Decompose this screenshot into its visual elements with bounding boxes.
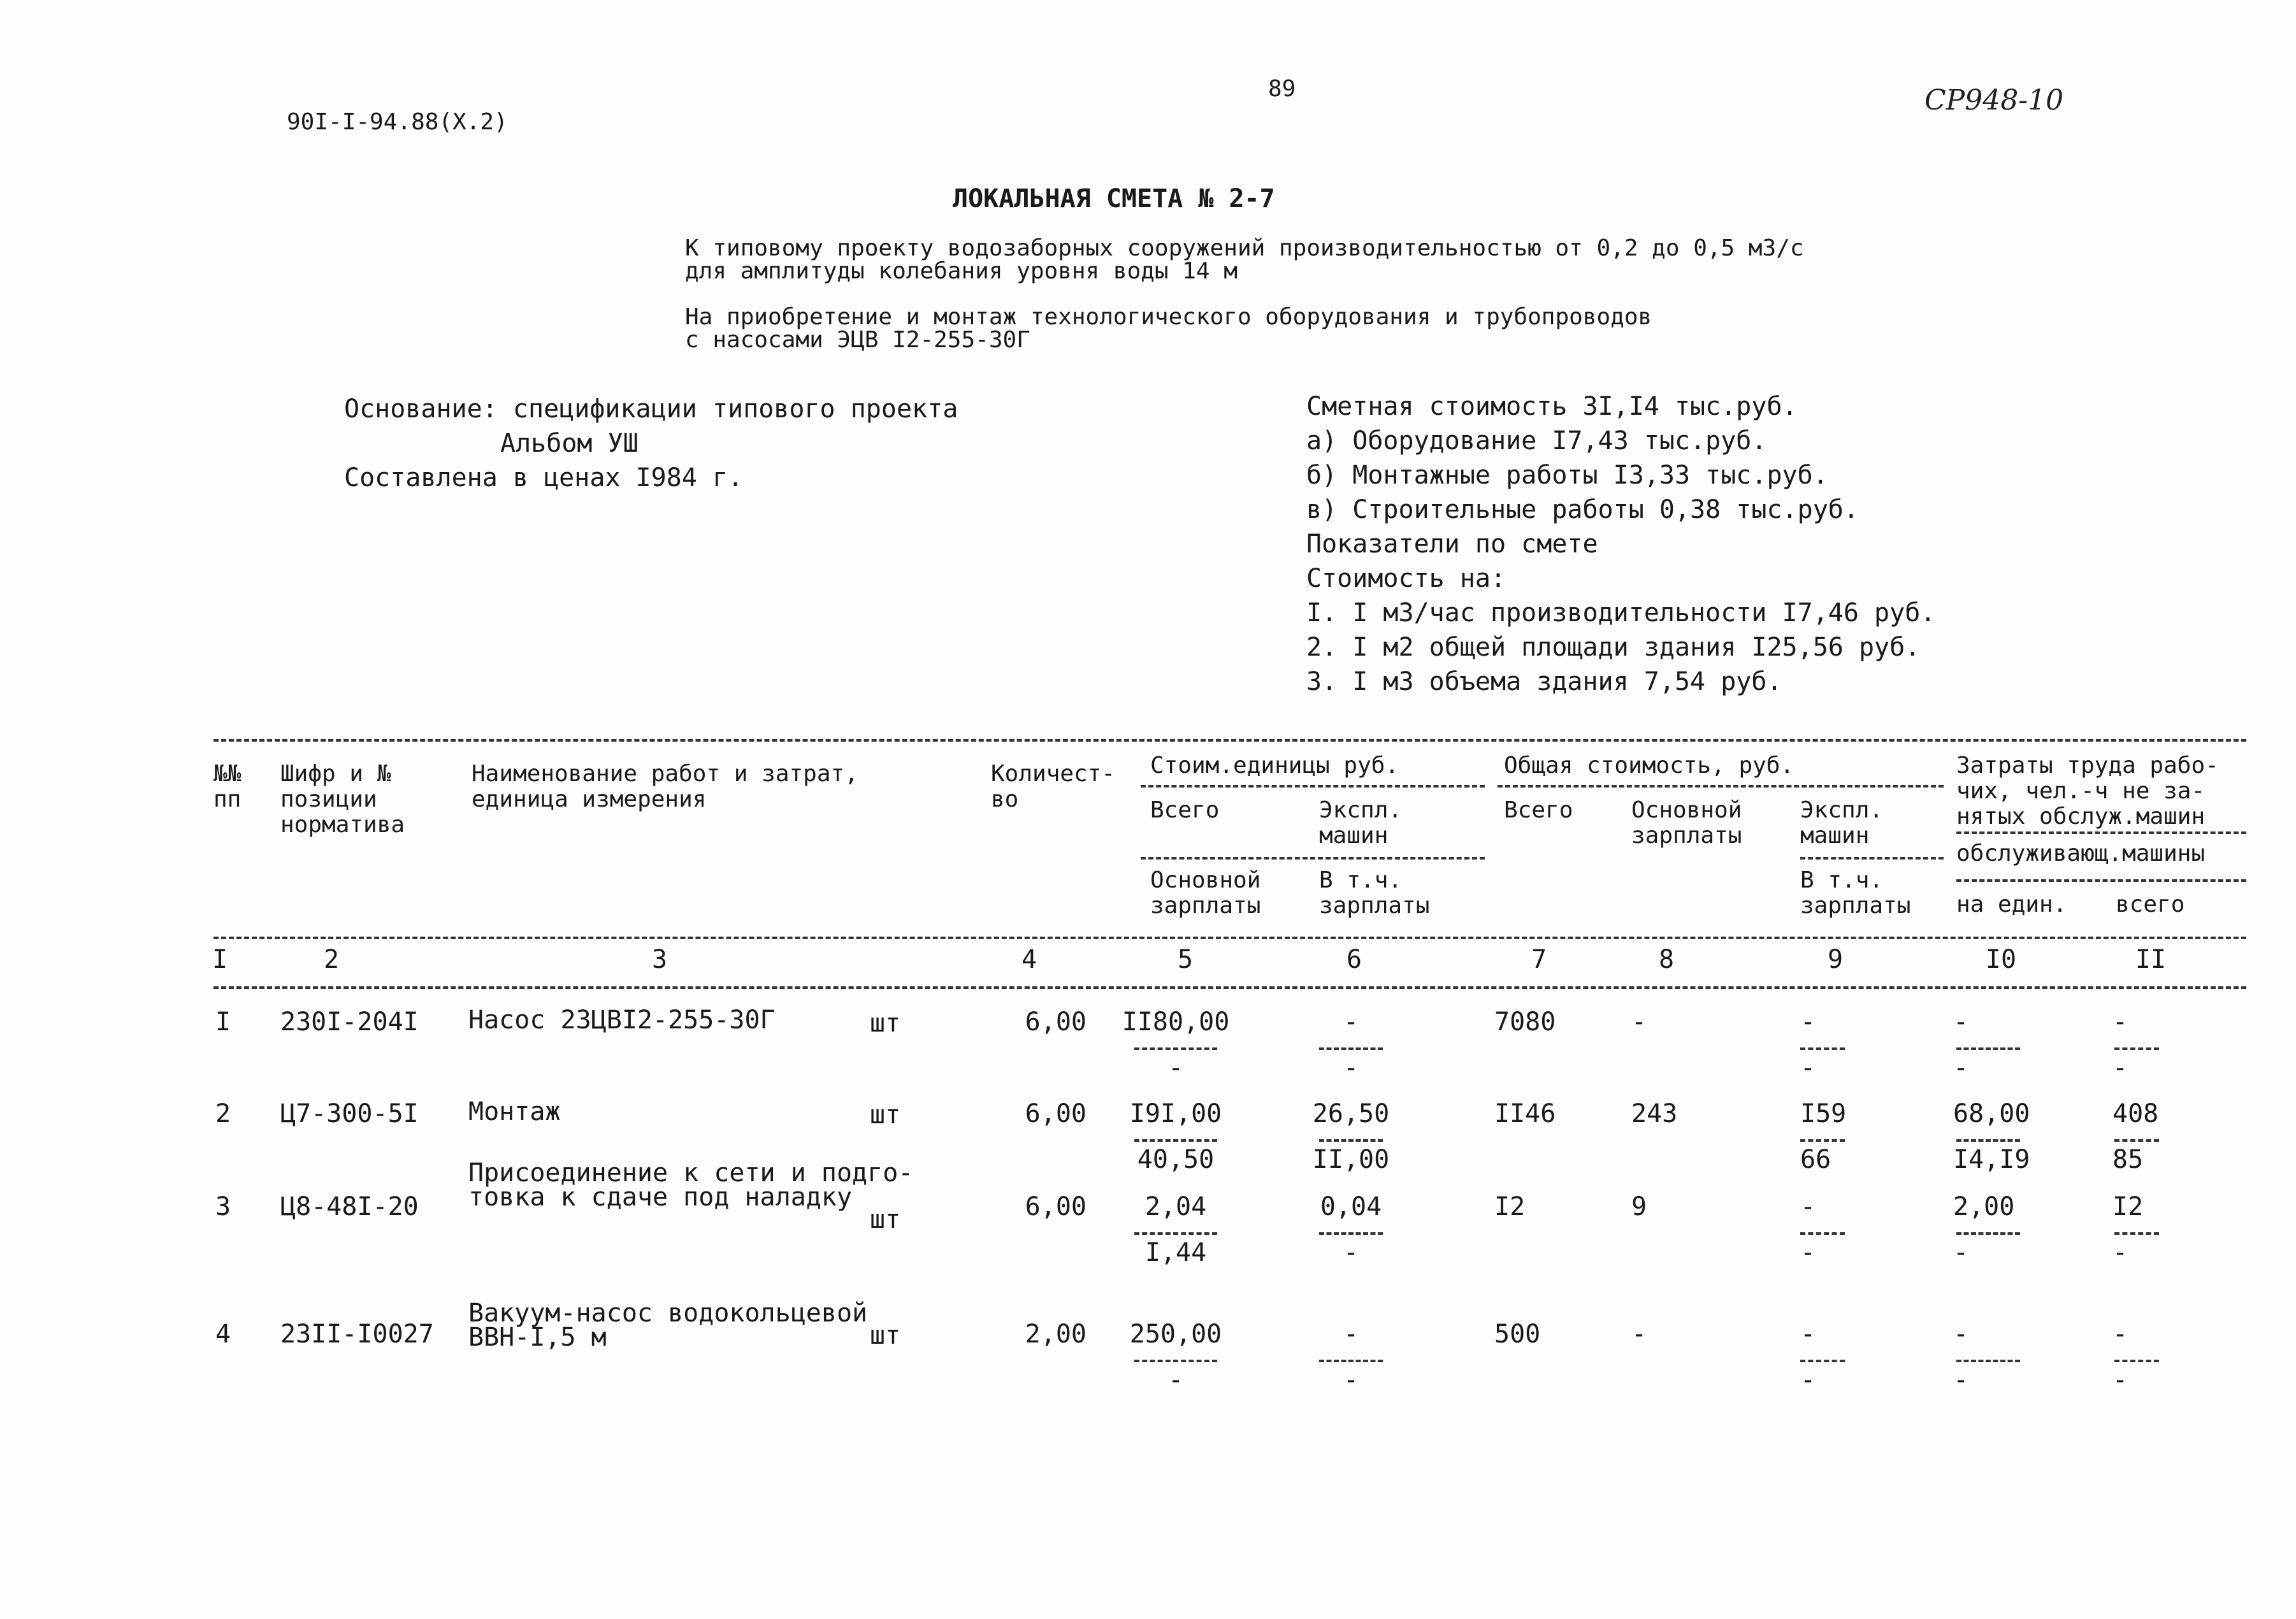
- row-number: 4: [215, 1320, 231, 1349]
- unit-cost-total: 2,04: [1144, 1192, 1207, 1221]
- unit-cost-machine: -: [1343, 1007, 1359, 1037]
- column-numbers-top-rule: [213, 937, 2246, 939]
- total-cost-group-header: Общая стоимость, руб.: [1504, 752, 1794, 779]
- labor-all-header: всего: [2116, 891, 2185, 917]
- column-number: I0: [1985, 945, 2017, 974]
- labor-total: -: [2112, 1007, 2128, 1037]
- labor-per-unit-serving: -: [1953, 1365, 1969, 1395]
- labor-per-unit: 2,00: [1953, 1192, 2015, 1221]
- total-cost-machine: -: [1800, 1007, 1816, 1037]
- labor-serving-header: обслуживающ.машины: [1956, 840, 2206, 867]
- total-cost-machine: -: [1800, 1192, 1816, 1221]
- row-unit: шт: [870, 1321, 901, 1350]
- labor-total-serving: -: [2112, 1365, 2128, 1395]
- fraction-rule: [1956, 1047, 2020, 1050]
- total-machine-header: Экспл. машин: [1800, 797, 1884, 849]
- indicator-1: I. I м3/час производительности I7,46 руб.: [1306, 598, 1936, 628]
- column-number: 9: [1827, 945, 1844, 974]
- labor-total-serving: 85: [2112, 1145, 2144, 1174]
- row-number: 2: [215, 1099, 231, 1128]
- total-cost-all: II46: [1494, 1099, 1556, 1128]
- basis-line-2: Альбом УШ: [500, 429, 639, 458]
- unit-cost-total: I9I,00: [1129, 1099, 1222, 1128]
- row-code: 23II-I0027: [280, 1320, 434, 1349]
- row-quantity: 2,00: [1025, 1320, 1087, 1349]
- unit-cost-machine-salary: -: [1343, 1053, 1359, 1083]
- fraction-rule: [1319, 1139, 1383, 1142]
- unit-total-header: Всего: [1150, 797, 1220, 823]
- unit-cost-total: II80,00: [1122, 1007, 1230, 1037]
- col-header-num: №№ пп: [213, 761, 242, 812]
- total-cost-machine: I59: [1800, 1099, 1847, 1128]
- fraction-rule: [1800, 1139, 1845, 1142]
- labor-total-serving: -: [2112, 1238, 2128, 1267]
- fraction-rule: [1319, 1232, 1383, 1235]
- total-cost-salary: 9: [1631, 1192, 1647, 1221]
- unit-cost-machine-salary: -: [1343, 1238, 1359, 1267]
- total-cost-machine-salary: -: [1800, 1053, 1816, 1083]
- labor-per-unit-serving: I4,I9: [1953, 1145, 2030, 1174]
- unit-cost-machine: 26,50: [1312, 1099, 1390, 1128]
- column-number: 2: [323, 945, 340, 974]
- total-cost-machine-salary: -: [1800, 1365, 1816, 1395]
- labor-per-unit: -: [1953, 1320, 1969, 1349]
- unit-machine-header: Экспл. машин: [1319, 797, 1403, 849]
- labor-per-unit: 68,00: [1953, 1099, 2030, 1128]
- row-name: Насос 23ЦВI2-255-30Г: [468, 1005, 776, 1035]
- indicators-title: Показатели по смете: [1306, 529, 1598, 559]
- row-unit: шт: [870, 1100, 901, 1130]
- column-number: 7: [1531, 945, 1547, 974]
- unit-cost-salary: -: [1167, 1053, 1184, 1083]
- labor-rule: [1956, 831, 2246, 834]
- total-cost-salary: -: [1631, 1320, 1647, 1349]
- labor-sub-rule: [1956, 879, 2246, 882]
- column-number: 6: [1346, 945, 1362, 974]
- row-name: Монтаж: [468, 1097, 561, 1126]
- unit-salary-header: Основной зарплаты: [1150, 867, 1261, 919]
- fraction-rule: [1956, 1360, 2020, 1362]
- col-header-code: Шифр и № позиции норматива: [280, 761, 405, 838]
- column-number: 8: [1658, 945, 1675, 974]
- total-cost-salary: 243: [1631, 1099, 1678, 1128]
- column-number: 4: [1021, 945, 1037, 974]
- fraction-rule: [2114, 1360, 2159, 1362]
- total-cost-rule: [1498, 785, 1944, 788]
- total-cost-salary: -: [1631, 1007, 1647, 1037]
- row-quantity: 6,00: [1025, 1099, 1087, 1128]
- total-cost-machine-salary: -: [1800, 1238, 1816, 1267]
- fraction-rule: [2114, 1047, 2159, 1050]
- labor-total: I2: [2112, 1192, 2144, 1221]
- unit-cost-total: 250,00: [1129, 1320, 1222, 1349]
- column-number: 3: [651, 945, 668, 974]
- document-title: ЛОКАЛЬНАЯ СМЕТА № 2-7: [953, 184, 1275, 213]
- col-header-name: Наименование работ и затрат, единица измерения: [472, 761, 858, 812]
- indicator-3: 3. I м3 объема здания 7,54 руб.: [1306, 667, 1782, 696]
- fraction-rule: [1134, 1360, 1217, 1362]
- fraction-rule: [1800, 1360, 1845, 1362]
- labor-per-unit-header: на един.: [1956, 891, 2067, 917]
- labor-total: -: [2112, 1320, 2128, 1349]
- unit-cost-salary: -: [1167, 1365, 1184, 1395]
- column-numbers-bottom-rule: [213, 986, 2246, 989]
- unit-cost-machine-salary: II,00: [1312, 1145, 1390, 1174]
- fraction-rule: [1134, 1139, 1217, 1142]
- project-line-1: К типовому проекту водозаборных сооружений производительностью от 0,2 до 0,5 м3/с: [685, 235, 1804, 261]
- estimated-cost: Сметная стоимость 3I,I4 тыс.руб.: [1306, 392, 1798, 421]
- indicator-2: 2. I м2 общей площади здания I25,56 руб.: [1306, 633, 1921, 662]
- equipment-cost: а) Оборудование I7,43 тыс.руб.: [1306, 426, 1767, 456]
- total-cost-machine: -: [1800, 1320, 1816, 1349]
- unit-cost-rule: [1141, 785, 1485, 788]
- unit-sub-rule: [1141, 857, 1485, 860]
- col-header-qty: Количест- во: [991, 761, 1116, 812]
- unit-cost-salary: 40,50: [1137, 1145, 1215, 1174]
- unit-cost-machine-salary: -: [1343, 1365, 1359, 1395]
- fraction-rule: [1319, 1047, 1383, 1050]
- labor-per-unit-serving: -: [1953, 1053, 1969, 1083]
- archive-stamp: CP948-10: [1924, 84, 2064, 117]
- project-line-2: для амплитуды колебания уровня воды 14 м: [685, 258, 1238, 284]
- total-all-header: Всего: [1504, 797, 1573, 823]
- cost-on-label: Стоимость на:: [1306, 564, 1506, 593]
- unit-cost-machine: 0,04: [1320, 1192, 1382, 1221]
- row-code: 230I-204I: [280, 1007, 419, 1037]
- labor-per-unit-serving: -: [1953, 1238, 1969, 1267]
- total-cost-all: 7080: [1494, 1007, 1556, 1037]
- row-quantity: 6,00: [1025, 1192, 1087, 1221]
- total-cost-machine-salary: 66: [1800, 1145, 1831, 1174]
- purpose-line-1: На приобретение и монтаж технологического оборудования и трубопроводов: [685, 304, 1652, 330]
- row-code: Ц8-48I-20: [280, 1192, 419, 1221]
- row-number: 3: [215, 1192, 231, 1221]
- page-number: 89: [1268, 76, 1296, 102]
- labor-group-header: Затраты труда рабо- чих, чел.-ч не за- нятых обслуж.машин: [1956, 752, 2219, 830]
- labor-total: 408: [2112, 1099, 2159, 1128]
- labor-total-serving: -: [2112, 1053, 2128, 1083]
- row-quantity: 6,00: [1025, 1007, 1087, 1037]
- unit-cost-group-header: Стоим.единицы руб.: [1150, 752, 1399, 779]
- row-number: I: [215, 1007, 231, 1037]
- column-number: 5: [1177, 945, 1194, 974]
- construction-cost: в) Строительные работы 0,38 тыс.руб.: [1306, 495, 1859, 524]
- fraction-rule: [1319, 1360, 1383, 1362]
- labor-per-unit: -: [1953, 1007, 1969, 1037]
- fraction-rule: [1956, 1232, 2020, 1235]
- row-unit: шт: [870, 1009, 901, 1038]
- total-cost-all: I2: [1494, 1192, 1526, 1221]
- column-number: I: [212, 945, 228, 974]
- total-sub-rule: [1800, 857, 1944, 860]
- total-cost-all: 500: [1494, 1320, 1541, 1349]
- table-top-rule: [213, 739, 2246, 742]
- purpose-line-2: с насосами ЭЦВ I2-255-30Г: [685, 327, 1030, 353]
- unit-cost-salary: I,44: [1144, 1238, 1207, 1267]
- fraction-rule: [1134, 1232, 1217, 1235]
- fraction-rule: [2114, 1139, 2159, 1142]
- fraction-rule: [2114, 1232, 2159, 1235]
- basis-line-1: Основание: спецификации типового проекта: [344, 394, 958, 424]
- fraction-rule: [1800, 1047, 1845, 1050]
- row-unit: шт: [870, 1205, 901, 1234]
- row-code: Ц7-300-5I: [280, 1099, 419, 1128]
- unit-incl-salary-header: В т.ч. зарплаты: [1319, 867, 1430, 919]
- fraction-rule: [1956, 1139, 2020, 1142]
- total-salary-header: Основной зарплаты: [1631, 797, 1742, 849]
- basis-line-3: Составлена в ценах I984 г.: [344, 463, 744, 493]
- column-number: II: [2135, 945, 2167, 974]
- row-name: Вакуум-насос водокольцевой ВВН-I,5 м: [468, 1299, 868, 1352]
- unit-cost-machine: -: [1343, 1320, 1359, 1349]
- fraction-rule: [1800, 1232, 1845, 1235]
- installation-cost: б) Монтажные работы I3,33 тыс.руб.: [1306, 461, 1828, 490]
- document-code: 90I-I-94.88(X.2): [287, 109, 508, 135]
- fraction-rule: [1134, 1047, 1217, 1050]
- row-name: Присоединение к сети и подго- товка к сдаче под наладку: [468, 1158, 914, 1212]
- total-incl-salary-header: В т.ч. зарплаты: [1800, 867, 1911, 919]
